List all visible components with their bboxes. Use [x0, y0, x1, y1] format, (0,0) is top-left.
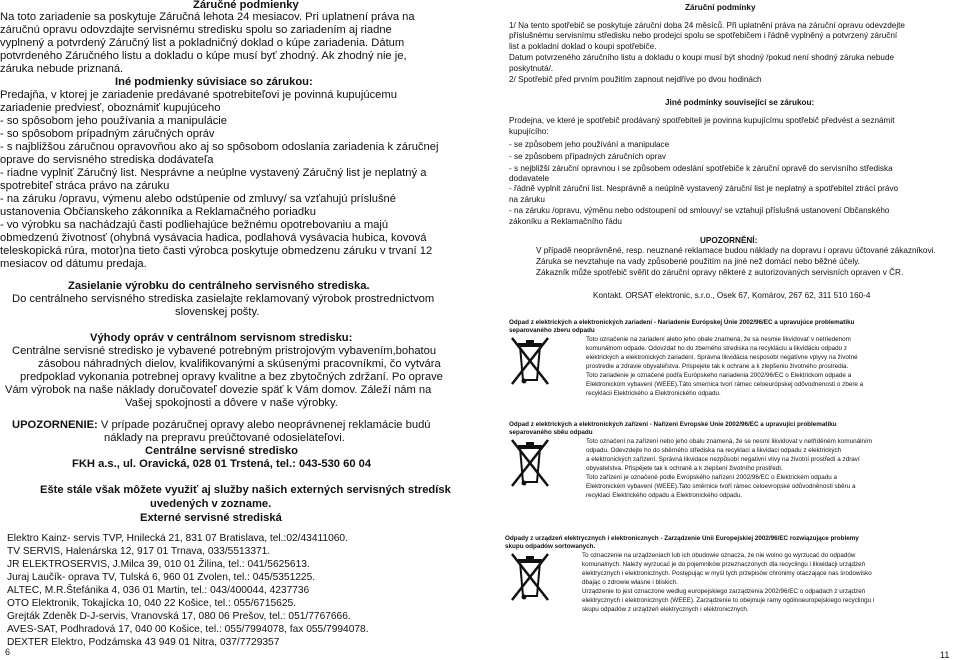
warning-label: UPOZORNENIE: [12, 419, 98, 431]
text-line: zákoníku a Reklamačního řádu [509, 217, 622, 226]
weee-text-line: recyklaci Elektrického odpadu a Elektronického odpadu. [586, 492, 743, 499]
weee-text-line: a elektronických zařízení. Správná likvidace nezpůsobí negativní vlivy na životní prostředí a zdraví [586, 456, 860, 463]
weee-heading: separovaného zberu odpadu [509, 327, 595, 334]
service-item: OTO Elektronik, Tokajícka 10, 040 22 Košice, tel.: 055/6715625. [7, 598, 297, 609]
warning-line: náklady na prepravu preúčtované odosielateľovi. [104, 432, 345, 444]
intro-line: vyplnený a potvrdený Záručný list a pokladničný doklad o kúpe zariadenia. Dátum [0, 37, 405, 49]
text-line: Záruka se nevztahuje na vady způsobené použitím na jiné než domácí nebo běžné účely. [536, 257, 860, 266]
warning-text: V prípade pozáručnej opravy alebo neoprávnenej reklamácie budú [97, 419, 431, 431]
text-line: Vám výrobok na naše náklady doručovateľ dovezie späť k Vám domov. Záleží nám na [5, 384, 432, 396]
text-line: dodavatele [509, 174, 550, 183]
weee-text-line: prostredie a zdravie obyvateľstva. Prispejete tak k ochrane a k zlepšeniu životného prostredia. [586, 363, 849, 370]
text-line: teleskopická rúra, motor)na tieto časti výrobca poskytuje obmedzenu záruku v trvaní 12 [0, 245, 433, 257]
weee-text-line: elektrycznych i elektronicznych (WEEE). Zarządzenie to obejmuje ramy ogólnoeuropejskiego recyclingu i [582, 597, 875, 604]
page-number: 6 [5, 647, 11, 657]
weee-text-line: komunálnom odpade. Odovzdať ho do zberného strediska na recykláciu a likvidáciu odpadu z [586, 345, 848, 352]
central-service-title: Centrálne servisné stredisko [145, 445, 298, 457]
intro-line: 2/ Spotřebič před prvním použitím zapnout nejdříve po dvou hodinách [509, 75, 762, 84]
weee-text-line: elektrycznych i elektronicznych. Postępując w myśl tych przepisów chronimy otaczające nas środowisko [582, 570, 872, 577]
text-line: - so spôsobom jeho používania a manipulácie [0, 115, 227, 127]
weee-text-line: dbając o zdrowie własne i bliskich. [582, 579, 678, 586]
weee-text-line: Toto zariadenie je označené podľa Európskeho nariadenia 2002/96/EC o Elektrickom odpade a [586, 372, 852, 379]
service-item: ALTEC, M.R.Štefánika 4, 036 01 Martin, tel.: 043/400044, 4237736 [7, 585, 310, 596]
text-line: - so spôsobom prípadným záručných opráv [0, 128, 215, 140]
text-line: zariadenie predviesť, oboznámiť kupujúceho [0, 102, 221, 114]
weee-text-line: obyvatelstva. Přispějete tak k ochraně a k zlepšení životního prostředí. [586, 465, 783, 472]
intro-line: příslušnému servisnímu středisku nebo prodejci spolu se spotřebičem i řádně vyplněný a potvrzený záruční [509, 31, 898, 40]
contact-info: Kontakt. ORSAT elektronic, s.r.o., Osek 67, Komárov, 267 62, 311 510 160-4 [593, 291, 871, 300]
external-service-intro: Ešte stále však môžete využiť aj služby našich externých servisných stredísk [40, 484, 451, 496]
page-number: 11 [940, 650, 950, 660]
intro-line: Datum potvrzeného záručního listu a dokladu o koupi musí být shodný /pokud není shodný záruka nebude [509, 53, 895, 62]
central-service-address: FKH a.s., ul. Oravická, 028 01 Trstená, tel.: 043-530 60 04 [72, 458, 372, 470]
crossed-bin-icon [509, 552, 551, 604]
section-heading: Jiné podmínky související se zárukou: [665, 98, 815, 107]
weee-text-line: Elektronickom vybavení (WEEE).Táto smernica tvorí rámec celoeurópskej odôvodnenosti o zbere a [586, 381, 864, 388]
text-line: Vašej spokojnosti a dôvere v naše výrobky. [125, 397, 338, 409]
intro-line: potvrdeného Záručného listu a dokladu o kúpe musí byť zhodný. Ak zhodný nie je, [0, 50, 407, 62]
text-line: - řádně vyplnit záruční list. Nesprávně a neúplně vystavený záruční list je neplatný a spotřebitel ztrácí právo [509, 184, 899, 193]
external-service-intro: uvedených v zozname. [150, 498, 272, 510]
service-item: Elektro Kainz- servis TVP, Hnilecká 21, 831 07 Bratislava, tel.:02/43411060. [7, 533, 348, 544]
weee-text-line: Toto označení na zařízení nebo jeho obalu znamená, že se nesmí likvidovat v netříděném komunálním [586, 438, 872, 445]
page-title: Záručné podmienky [193, 0, 299, 11]
text-line: Do centrálneho servisného strediska zasielajte reklamovaný výrobok prostrednictvom [12, 293, 435, 305]
service-item: Grejták Zdeněk D-J-servis, Vranovská 17, 080 06 Prešov, tel.: 051/7767666. [7, 611, 351, 622]
text-line: slovenskej pošty. [175, 306, 260, 318]
text-line: spotrebiteľ stráca právo na záruku [0, 180, 170, 192]
weee-heading: separovaného sběu odpadu [509, 429, 593, 436]
text-line: - na záruku /opravu, výměnu nebo odstoupení od smlouvy/ se vztahují příslušná ustanovení Občanského [509, 206, 890, 215]
intro-line: 1/ Na tento spotřebič se poskytuje záruční doba 24 měsíců. Při uplatnění práva na záruční opravu odevzdejte [509, 21, 905, 30]
text-line: - na záruku /opravu, výmenu alebo odstúpenie od zmluvy/ sa vzťahujú príslušné [0, 193, 396, 205]
text-line: - se způsobem případných záručních oprav [509, 152, 667, 161]
weee-text-line: Urządzenie to jest oznaczone wedlug europejskiego zarządzenia 2002/96/EC o odpadach z urządzeń [582, 588, 866, 595]
external-service-title: Externé servisné strediská [140, 512, 282, 524]
text-line: - s nejbližší záruční opravnou i se způsobem odeslání spotřebiče k záruční opravě do servisního střediska [509, 164, 893, 173]
text-line: mesiacov od dátumu predaja. [0, 258, 147, 270]
weee-heading: Odpad z elektrických a elektronických zařízení - Nařízení Evropské Unie 2002/96/EC a upravující problematiku [509, 421, 837, 428]
text-line: obmedzenú životnosť (ohybná vysávacia hadica, podlahová vysávacia hubica, kovová [0, 232, 427, 244]
weee-text-line: To oznaczenie na urządzeniach lub ich obudowie oznacza, że nie wolno go wyrzucać do odpadów [582, 552, 856, 559]
weee-heading: skupu odpadów sortowanych. [505, 543, 596, 550]
crossed-bin-icon [509, 336, 551, 388]
text-line: kupujícího: [509, 127, 549, 136]
service-item: DEXTER Elektro, Podzámska 43 949 01 Nitra, 037/7729357 [7, 637, 280, 648]
page-title: Záruční podmínky [685, 3, 756, 12]
text-line: na záruku [509, 195, 545, 204]
intro-line: poskytnutá/. [509, 64, 554, 73]
intro-line: list a pokladní doklad o koupi spotřebiče. [509, 42, 657, 51]
warning-line [12, 419, 431, 432]
section-heading: Zasielanie výrobku do centrálneho servisného strediska. [68, 280, 370, 292]
text-line: Centrálne servisné stredisko je vybavené potrebným pristrojovým vybavením,bohatou [12, 345, 437, 357]
text-line: Prodejna, ve které je spotřebič prodávaný spotřebiteli je povinna kupujícímu spotřebič předvést a seznámit [509, 116, 895, 125]
intro-line: záručnú opravu odovzdajte servisnému stredisku spolu so zariadením aj riadne [0, 24, 392, 36]
text-line: Zákazník může spotřebič svěřit do záruční opravy některé z autorizovaných servisních opraven v ČR. [536, 268, 904, 277]
weee-heading: Odpad z elektrických a elektronických zariadení - Nariadenie Európskej Únie 2002/96/EC a upravujúce problematiku [509, 319, 855, 326]
text-line: Predajňa, v ktorej je zariadenie predávané spotrebiteľovi je povinná kupujúcemu [0, 89, 397, 101]
section-heading: Iné podmienky súvisiace so zárukou: [115, 76, 313, 88]
text-line: ustanovenia Občianskeho zákonníka a Reklamačného poriadku [0, 206, 316, 218]
text-line: - riadne vyplniť Záručný list. Nesprávne a neúplne vystavený Záručný list je neplatný a [0, 167, 427, 179]
text-line: - vo výrobku sa nachádzajú časti podliehajúce bežnému opotrebovaniu a majú [0, 219, 389, 231]
text-line: predpoklad vykonania potrebnej opravy kvalitne a bez zbytočných zdržaní. Po oprave [20, 371, 443, 383]
service-item: JR ELEKTROSERVIS, J.Milca 39, 010 01 Žilina, tel.: 041/5625613. [7, 559, 310, 570]
weee-text-line: Toto označenie na zariadení alebo jeho obale znamená, že sa nesmie likvidovať v netriedenom [586, 336, 851, 343]
section-heading: UPOZORNĚNÍ: [700, 236, 758, 245]
weee-heading: Odpady z urządzeń elektrycznych i elektronicznych - Zarządzenie Unii Europejskiej 2002/96/EC rozwiązujące problemy [505, 535, 859, 542]
weee-text-line: elektrických a elektronických zariadení. Správna likvidácia nesposobí negatívne vplyvy na životné [586, 354, 858, 361]
weee-text-line: Elektronickém vybavení (WEEE).Tato směrnice tvoří rámec celoevropské odůvodněnosti sběru a [586, 483, 856, 490]
intro-line: záruka nebude priznaná. [0, 63, 124, 75]
service-item: AVES-SAT, Podhradová 17, 040 00 Košice, tel.: 055/7994078, fax 055/7994078. [7, 624, 369, 635]
text-line: oprave do servisného strediska dodávateľa [0, 154, 214, 166]
weee-text-line: komunalnych. Należy wyrzucać je do pojemników przeznaczonych dla recyclingu i likwidacji urządzeń [582, 561, 866, 568]
service-item: TV SERVIS, Halenárska 12, 917 01 Trnava, 033/5513371. [7, 546, 271, 557]
crossed-bin-icon [509, 438, 551, 490]
weee-text-line: odpadu. Odevzdejte ho do sběrného střediska na recyklaci a likvidaci odpadu z elektrických [586, 447, 842, 454]
section-heading: Výhody opráv v centrálnom servisnom stredisku: [90, 332, 353, 344]
weee-text-line: recyklácii Elektrického a Elektronického odpadu. [586, 390, 721, 397]
text-line: - se způsobem jeho používání a manipulace [509, 140, 670, 149]
text-line: zásobou náhradných dielov, kvalifikovanými a skúsenými pracovníkmi, čo vytvára [38, 358, 441, 370]
intro-line: Na toto zariadenie sa poskytuje Záručná lehota 24 mesiacov. Pri uplatnení práva na [0, 11, 415, 23]
weee-text-line: skupu odpadów z urządzeń elektrycznych i elektronicznych. [582, 606, 749, 613]
service-item: Juraj Laučík- oprava TV, Tulská 6, 960 01 Zvolen, tel.: 045/5351225. [7, 572, 316, 583]
text-line: V případě neoprávněné, resp. neuznané reklamace budou náklady na dopravu i opravu účtované zákazníkovi. [536, 246, 936, 255]
text-line: - s najbližšou záručnou opravovňou ako aj so spôsobom odoslania zariadenia k záručnej [0, 141, 439, 153]
weee-text-line: Toto zařízení je označené podle Evropského nařízení 2002/96/EC o Elektrickém odpadu a [586, 474, 837, 481]
